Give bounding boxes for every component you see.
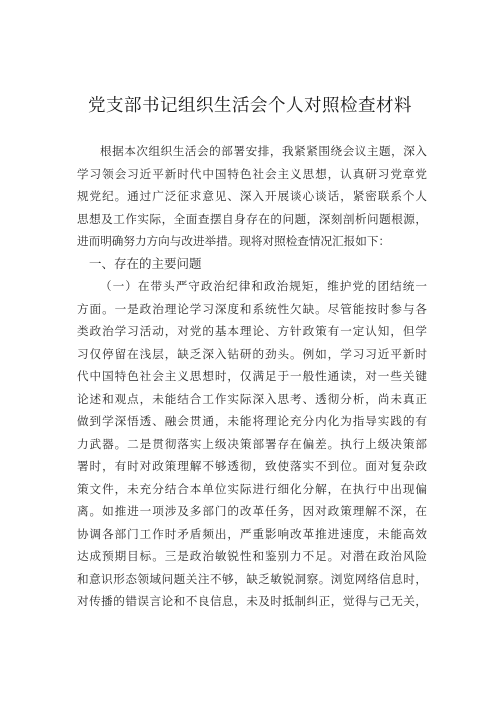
text-line: 达成预期目标。三是政治敏锐性和鉴别力不足。对潜在政治风险 xyxy=(77,549,427,563)
text-line: 策文件，未充分结合本单位实际进行细化分解，在执行中出现偏 xyxy=(77,481,427,496)
document-body xyxy=(77,140,427,613)
section-heading: 一、存在的主要问题 xyxy=(89,255,202,271)
text-line: 代中国特色社会主义思想时，仅满足于一般性通读，对一些关键 xyxy=(77,369,427,383)
section-paragraph xyxy=(77,275,427,613)
document-title: 党支部书记组织生活会个人对照检查材料 xyxy=(88,96,412,116)
intro-paragraph xyxy=(77,140,427,253)
text-line: 根据本次组织生活会的部署安排，我紧紧围绕会议主题，深入 xyxy=(100,144,427,158)
text-line: 对传播的错误言论和不良信息，未及时抵制纠正，觉得与己无关， xyxy=(77,594,427,608)
text-line: 类政治学习活动，对党的基本理论、方针政策有一定认知，但学 xyxy=(77,324,427,338)
text-line: （一）在带头严守政治纪律和政治规矩，维护党的团结统一 xyxy=(100,279,427,293)
text-line: 力武器。二是贯彻落实上级决策部署存在偏差。执行上级决策部 xyxy=(77,436,427,451)
text-line: 思想及工作实际，全面查摆自身存在的问题，深刻剖析问题根源， xyxy=(77,211,427,226)
text-line: 学习领会习近平新时代中国特色社会主义思想，认真研习党章党 xyxy=(77,166,427,181)
text-line: 论述和观点，未能结合工作实际深入思考、透彻分析，尚未真正 xyxy=(77,391,427,406)
text-line: 进而明确努力方向与改进举措。现将对照检查情况汇报如下： xyxy=(77,234,391,248)
text-line: 离。如推进一项涉及多部门的改革任务，因对政策理解不深，在 xyxy=(77,504,427,518)
text-line: 方面。一是政治理论学习深度和系统性欠缺。尽管能按时参与各 xyxy=(77,301,427,316)
text-line: 做到学深悟透、融会贯通，未能将理论充分内化为指导实践的有 xyxy=(77,414,427,428)
text-line: 署时，有时对政策理解不够透彻，致使落实不到位。面对复杂政 xyxy=(77,459,427,473)
text-line: 规党纪。通过广泛征求意见、深入开展谈心谈话，紧密联系个人 xyxy=(77,189,427,203)
text-line: 协调各部门工作时矛盾频出，严重影响改革推进速度，未能高效 xyxy=(77,526,427,541)
text-line: 习仅停留在浅层，缺乏深入钻研的劲头。例如，学习习近平新时 xyxy=(77,346,427,361)
text-line: 和意识形态领域问题关注不够，缺乏敏锐洞察。浏览网络信息时， xyxy=(77,571,427,586)
